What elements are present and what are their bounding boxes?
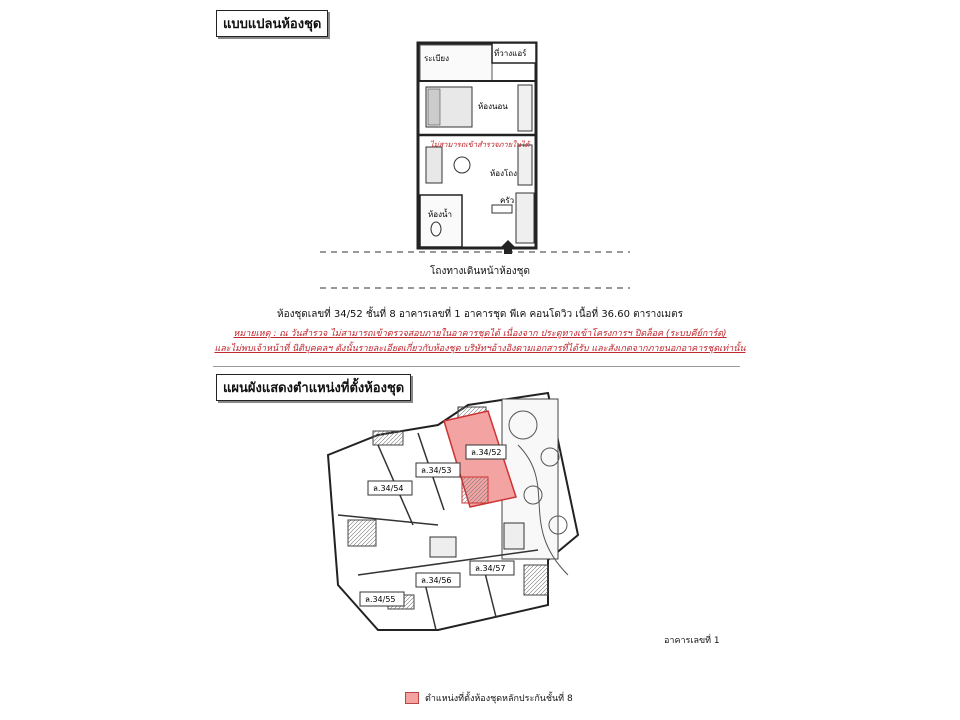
unit-label-56 [416,573,460,587]
bedroom-label: ห้องนอน [478,102,508,111]
balcony-label: ระเบียง [424,54,449,63]
unit-label-52 [466,445,506,459]
floorplan-drawing [400,35,550,257]
unit-label-55 [360,592,404,606]
kitchen-label: ครัว [500,196,515,205]
remark-line-2: และไม่พบเจ้าหน้าที่ นิติบุคคลฯ ดังนั้นรายละเอียดเกี่ยวกับห้องชุด บริษัทฯอ้างอิงตามเอกสารที่ได้รับ และสังเกตจากภายนอกอาคารชุดเท่านั้น [214,344,746,354]
floorplan-section-title: แบบแปลนห้องชุด [216,10,328,37]
unit-label-53 [416,463,460,477]
svg-text:ล.34/53: ล.34/53 [421,466,452,475]
corridor-label: โถงทางเดินหน้าห้องชุด [430,266,530,277]
svg-text:ล.34/56: ล.34/56 [421,576,452,585]
siteplan-section-title: แผนผังแสดงตำแหน่งที่ตั้งห้องชุด [216,374,411,401]
aircon-label: ที่วางแอร์ [494,49,527,58]
legend-text: ตำแหน่งที่ตั้งห้องชุดหลักประกันชั้นที่ 8 [425,694,573,704]
unit-info: ห้องชุดเลขที่ 34/52 ชั้นที่ 8 อาคารเลขที่ 1 อาคารชุด พีเค คอนโดวิว เนื้อที่ 36.60 ตารางเมตร [277,309,683,320]
section-divider [213,366,740,367]
legend [405,691,573,705]
svg-text:ล.34/54: ล.34/54 [373,484,404,493]
no-access-label: ไม่สามารถเข้าสำรวจภายในได้ [430,140,530,149]
living-room-label: ห้องโถง [490,169,518,178]
remark-line-1: หมายเหตุ : ณ วันสำรวจ ไม่สามารถเข้าตรวจสอบภายในอาคารชุดได้ เนื่องจาก ประตูทางเข้าโครงการฯ ปิดล็อค (ระบบคีย์การ์ด) [233,329,727,339]
legend-swatch [405,692,419,704]
svg-text:ล.34/55: ล.34/55 [365,595,396,604]
unit-label-57 [470,561,514,575]
building-label: อาคารเลขที่ 1 [664,636,720,646]
svg-text:ล.34/57: ล.34/57 [475,564,506,573]
siteplan-drawing [318,385,608,645]
unit-label-54 [368,481,412,495]
svg-text:ล.34/52: ล.34/52 [471,448,502,457]
bathroom-label: ห้องน้ำ [428,210,452,219]
